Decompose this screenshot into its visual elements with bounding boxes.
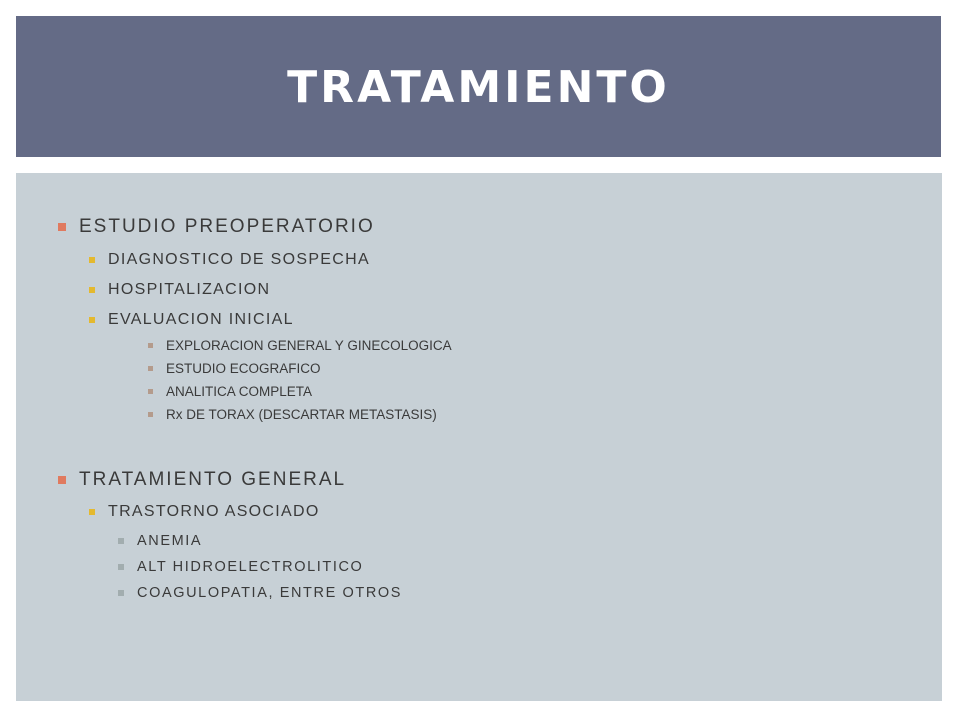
square-bullet-icon [58, 476, 66, 484]
square-bullet-icon [148, 412, 153, 417]
sub-list-item [148, 361, 321, 376]
section-label: TRATAMIENTO GENERAL [79, 469, 347, 490]
square-bullet-icon [89, 257, 95, 263]
sub-list-item [118, 585, 402, 601]
list-item-label: HOSPITALIZACION [108, 281, 271, 298]
sub-list-item-label: ESTUDIO ECOGRAFICO [166, 361, 321, 376]
sub-list-item [118, 533, 202, 549]
list-item-label: TRASTORNO ASOCIADO [108, 503, 320, 520]
sub-list-item [148, 407, 437, 422]
title-band [16, 16, 941, 157]
sub-list-item-label: ALT HIDROELECTROLITICO [137, 559, 364, 575]
square-bullet-icon [58, 223, 66, 231]
sub-list-item [118, 559, 363, 575]
list-item [89, 311, 294, 329]
sub-list-item-label: COAGULOPATIA, ENTRE OTROS [137, 585, 403, 601]
slide-title: TRATAMIENTO [287, 62, 670, 113]
section-label: ESTUDIO PREOPERATORIO [79, 216, 375, 237]
square-bullet-icon [89, 317, 95, 323]
square-bullet-icon [118, 538, 124, 544]
square-bullet-icon [89, 287, 95, 293]
section-heading [58, 469, 346, 491]
square-bullet-icon [118, 564, 124, 570]
sub-list-item-label: Rx DE TORAX (DESCARTAR METASTASIS) [166, 407, 437, 422]
square-bullet-icon [89, 509, 95, 515]
sub-list-item [148, 338, 452, 353]
section-heading [58, 216, 375, 238]
list-item [89, 281, 270, 299]
sub-list-item [148, 384, 312, 399]
content-panel [16, 173, 942, 701]
square-bullet-icon [148, 366, 153, 371]
sub-list-item-label: ANEMIA [137, 533, 203, 549]
square-bullet-icon [148, 389, 153, 394]
square-bullet-icon [148, 343, 153, 348]
list-item-label: EVALUACION INICIAL [108, 311, 294, 328]
square-bullet-icon [118, 590, 124, 596]
sub-list-item-label: ANALITICA COMPLETA [166, 384, 313, 399]
list-item [89, 251, 370, 269]
list-item-label: DIAGNOSTICO DE SOSPECHA [108, 251, 370, 268]
list-item [89, 503, 320, 521]
sub-list-item-label: EXPLORACION GENERAL Y GINECOLOGICA [166, 338, 452, 353]
